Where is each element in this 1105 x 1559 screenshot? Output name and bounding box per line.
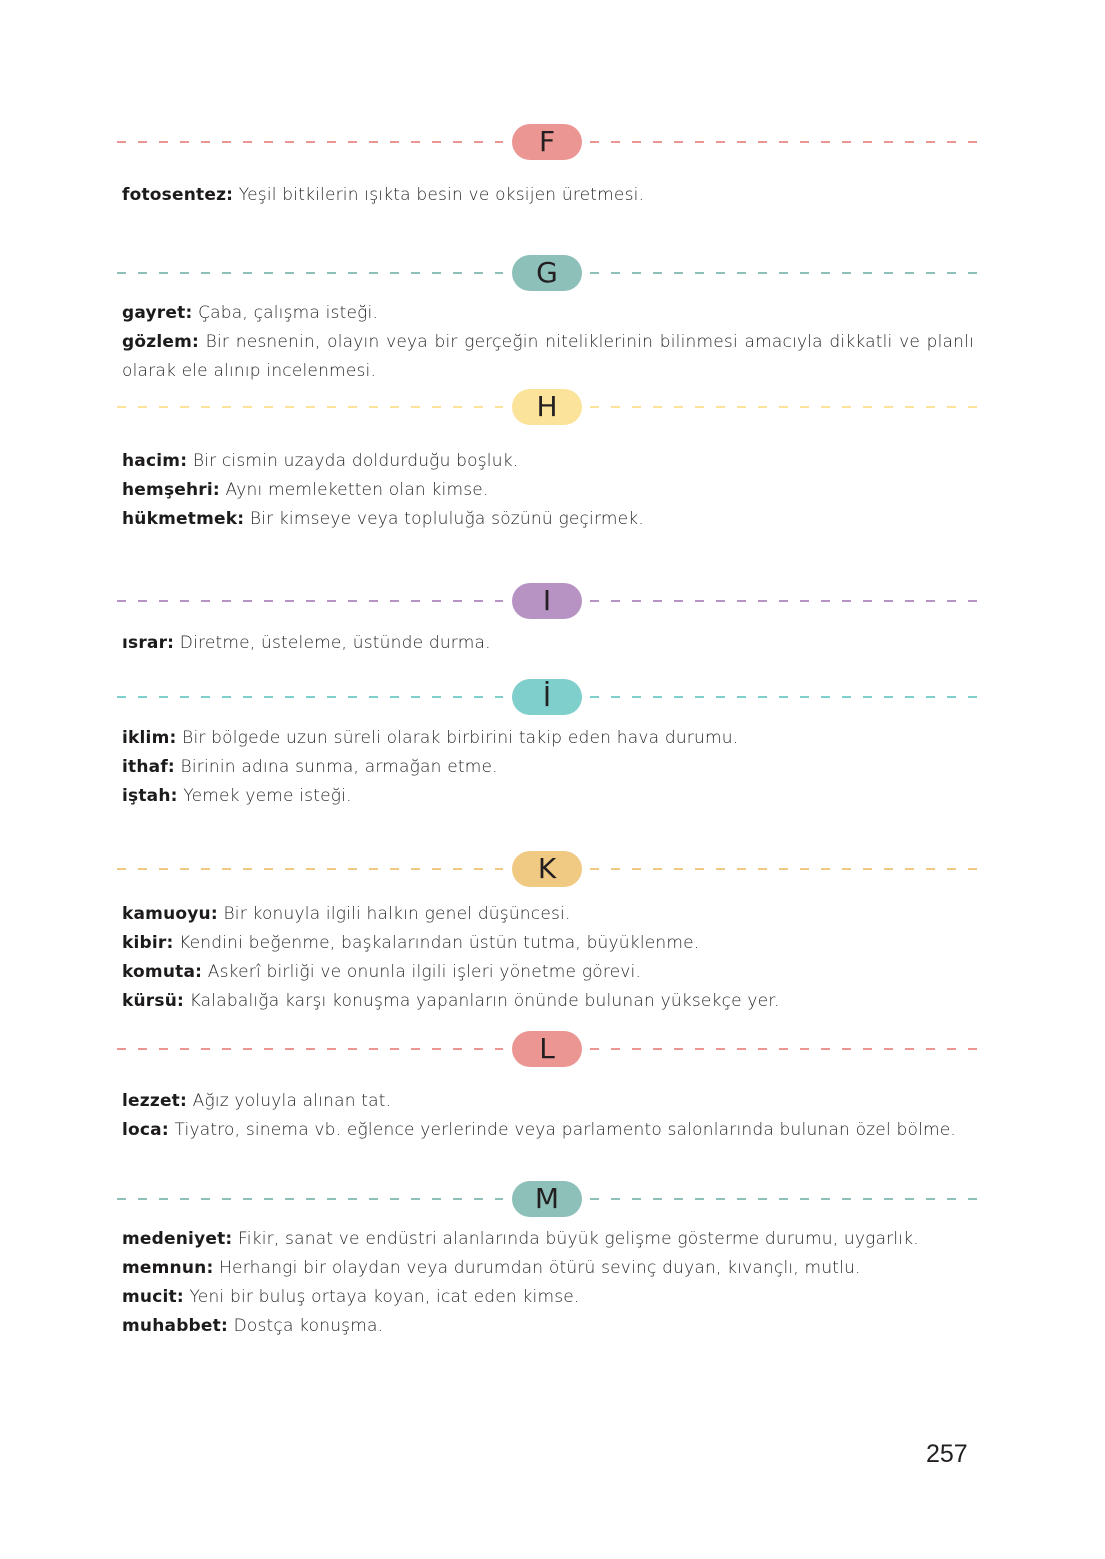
term: kürsü: <box>122 991 185 1011</box>
term: lezzet: <box>122 1091 188 1111</box>
section-divider-h <box>117 389 981 425</box>
dashed-line <box>117 272 503 274</box>
letter-badge: G <box>512 255 582 291</box>
dashed-line <box>117 1198 503 1200</box>
dashed-line <box>587 600 981 602</box>
dashed-line <box>117 696 503 698</box>
glossary-entries-k <box>122 900 974 1016</box>
term: ısrar: <box>122 633 175 653</box>
term: kamuoyu: <box>122 904 218 924</box>
section-divider-i-dotless <box>117 583 981 619</box>
glossary-entries-l <box>122 1087 974 1145</box>
letter-badge: L <box>512 1031 582 1067</box>
glossary-entries-i-dotted <box>122 724 974 811</box>
glossary-entry <box>122 1254 974 1283</box>
glossary-entry <box>122 724 974 753</box>
definition: Çaba, çalışma isteği. <box>198 303 379 323</box>
section-divider-k <box>117 851 981 887</box>
definition: Kalabalığa karşı konuşma yapanların önünde bulunan yüksekçe yer. <box>189 991 780 1011</box>
definition: Bir bölgede uzun süreli olarak birbirini takip eden hava durumu. <box>182 728 739 748</box>
glossary-entry <box>122 1225 974 1254</box>
definition: Aynı memleketten olan kimse. <box>225 480 489 500</box>
dashed-line <box>117 1048 503 1050</box>
glossary-entry <box>122 505 974 534</box>
section-divider-l <box>117 1031 981 1067</box>
glossary-entry <box>122 1116 974 1145</box>
glossary-entry <box>122 299 974 328</box>
term: hacim: <box>122 451 188 471</box>
dashed-line <box>587 696 981 698</box>
dashed-line <box>587 141 981 143</box>
definition: Yeşil bitkilerin ışıkta besin ve oksijen üretmesi. <box>238 185 645 205</box>
letter-badge: İ <box>512 679 582 715</box>
glossary-entry <box>122 629 974 658</box>
letter-badge: H <box>512 389 582 425</box>
letter-badge: M <box>512 1181 582 1217</box>
glossary-entry <box>122 753 974 782</box>
dashed-line <box>587 1198 981 1200</box>
definition: Bir konuyla ilgili halkın genel düşüncesi. <box>223 904 571 924</box>
definition: Bir cismin uzayda doldurduğu boşluk. <box>192 451 519 471</box>
definition: Fikir, sanat ve endüstri alanlarında büyük gelişme gösterme durumu, uygarlık. <box>238 1229 919 1249</box>
glossary-entry <box>122 958 974 987</box>
glossary-entry <box>122 900 974 929</box>
glossary-entry <box>122 987 974 1016</box>
definition: Bir nesnenin, olayın veya bir gerçeğin niteliklerinin bilinmesi amacıyla dikkatli ve planlı olarak ele alınıp incelenmesi. <box>122 332 974 381</box>
letter-badge: I <box>512 583 582 619</box>
term: iklim: <box>122 728 177 748</box>
glossary-entry <box>122 1087 974 1116</box>
letter-badge: K <box>512 851 582 887</box>
definition: Tiyatro, sinema vb. eğlence yerlerinde veya parlamento salonlarında bulunan özel bölme. <box>174 1120 957 1140</box>
definition: Yeni bir buluş ortaya koyan, icat eden kimse. <box>189 1287 580 1307</box>
glossary-entry <box>122 476 974 505</box>
page-number: 257 <box>926 1440 968 1468</box>
glossary-entries-h <box>122 447 974 534</box>
definition: Diretme, üsteleme, üstünde durma. <box>179 633 491 653</box>
term: gayret: <box>122 303 193 323</box>
section-divider-i-dotted <box>117 679 981 715</box>
glossary-entries-m <box>122 1225 974 1341</box>
section-divider-f <box>117 124 981 160</box>
glossary-entry <box>122 929 974 958</box>
glossary-entry <box>122 181 974 210</box>
definition: Ağız yoluyla alınan tat. <box>192 1091 392 1111</box>
dashed-line <box>117 868 503 870</box>
glossary-entries-g <box>122 299 974 386</box>
glossary-entries-i-dotless <box>122 629 974 658</box>
definition: Kendini beğenme, başkalarından üstün tutma, büyüklenme. <box>179 933 700 953</box>
definition: Bir kimseye veya topluluğa sözünü geçirmek. <box>249 509 644 529</box>
term: memnun: <box>122 1258 214 1278</box>
term: fotosentez: <box>122 185 234 205</box>
term: gözlem: <box>122 332 200 352</box>
dashed-line <box>587 868 981 870</box>
term: hemşehri: <box>122 480 220 500</box>
glossary-entry <box>122 1312 974 1341</box>
glossary-entry <box>122 447 974 476</box>
term: mucit: <box>122 1287 184 1307</box>
definition: Dostça konuşma. <box>233 1316 384 1336</box>
term: hükmetmek: <box>122 509 245 529</box>
term: medeniyet: <box>122 1229 233 1249</box>
glossary-entry <box>122 1283 974 1312</box>
glossary-entry <box>122 782 974 811</box>
definition: Herhangi bir olaydan veya durumdan ötürü sevinç duyan, kıvançlı, mutlu. <box>219 1258 861 1278</box>
definition: Yemek yeme isteği. <box>183 786 352 806</box>
dashed-line <box>117 600 503 602</box>
term: kibir: <box>122 933 174 953</box>
glossary-entry <box>122 328 974 386</box>
dashed-line <box>117 406 503 408</box>
term: muhabbet: <box>122 1316 228 1336</box>
section-divider-g <box>117 255 981 291</box>
definition: Birinin adına sunma, armağan etme. <box>180 757 498 777</box>
term: iştah: <box>122 786 178 806</box>
term: komuta: <box>122 962 203 982</box>
dashed-line <box>587 1048 981 1050</box>
dashed-line <box>117 141 503 143</box>
glossary-entries-f <box>122 181 974 210</box>
term: ithaf: <box>122 757 175 777</box>
term: loca: <box>122 1120 169 1140</box>
dashed-line <box>587 406 981 408</box>
section-divider-m <box>117 1181 981 1217</box>
letter-badge: F <box>512 124 582 160</box>
definition: Askerî birliği ve onunla ilgili işleri yönetme görevi. <box>207 962 642 982</box>
dashed-line <box>587 272 981 274</box>
